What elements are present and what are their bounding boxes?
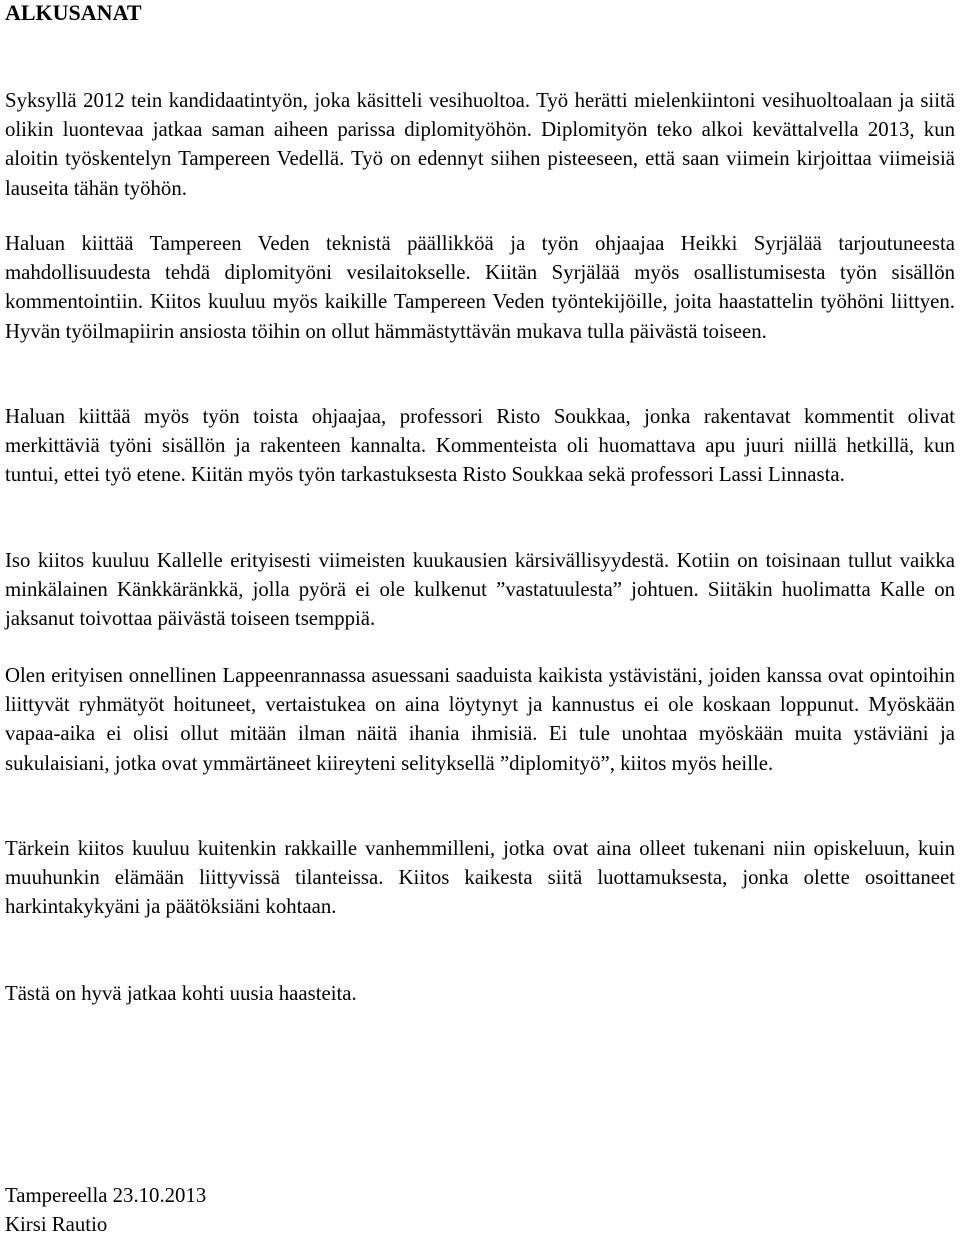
signature-place-date: Tampereella 23.10.2013 xyxy=(5,1184,207,1207)
paragraph-thanks-professor: Haluan kiittää myös työn toista ohjaajaa, professori Risto Soukkaa, jonka rakentavat kommentit olivat merkittäviä työni sisällön ja rakenteen kannalta. Kommenteista oli huomattava apu juuri niillä hetkillä, kun tuntui, ettei työ etene. Kiitän myös työn tarkastuksesta Risto Soukkaa sekä professori Lassi Linnasta. xyxy=(5,405,955,487)
paragraph-thanks-friends: Olen erityisen onnellinen Lappeenrannassa asuessani saaduista kaikista ystävistäni, joiden kanssa ovat opintoihin liittyvät ryhmätyöt hoituneet, vertaistukea on aina löytynyt ja kannustus ei ole koskaan loppunut. Myöskään vapaa-aika ei olisi ollut mitään ilman näitä ihania ihmisiä. Ei tule unohtaa myöskään muita ystäviäni ja sukulaisiani, jotka ovat ymmärtäneet kiireyteni selityksellä ”diplomityö”, kiitos myös heille. xyxy=(5,664,955,775)
paragraph-thanks-kalle: Iso kiitos kuuluu Kallelle erityisesti viimeisten kuukausien kärsivällisyydestä. Kotiin on toisinaan tullut vaikka minkälainen Känkkäränkkä, jolla pyörä ei ole kulkenut ”vastatuulesta” johtuen. Siitäkin huolimatta Kalle on jaksanut toivottaa päivästä toiseen tsemppiä. xyxy=(5,549,955,631)
paragraph-thanks-supervisor: Haluan kiittää Tampereen Veden teknistä päällikköä ja työn ohjaajaa Heikki Syrjälää tarjoutuneesta mahdollisuudesta tehdä diplomityöni vesilaitokselle. Kiitän Syrjälää myös osallistumisesta työn sisällön kommentointiin. Kiitos kuuluu myös kaikille Tampereen Veden työntekijöille, joita haastattelin työhöni liittyen. Hyvän työilmapiirin ansiosta töihin on ollut hämmästyttävän mukava tulla päivästä toiseen. xyxy=(5,232,955,343)
paragraph-intro: Syksyllä 2012 tein kandidaatintyön, joka käsitteli vesihuoltoa. Työ herätti mielenkiintoni vesihuoltoalaan ja siitä olikin luontevaa jatkaa saman aiheen parissa diplomityöhön. Diplomityön teko alkoi kevättalvella 2013, kun aloitin työskentelyn Tampereen Vedellä. Työ on edennyt siihen pisteeseen, että saan viimein kirjoittaa viimeisiä lauseita tähän työhön. xyxy=(5,89,955,200)
signature-name: Kirsi Rautio xyxy=(5,1213,108,1236)
paragraph-closing: Tästä on hyvä jatkaa kohti uusia haasteita. xyxy=(5,982,357,1005)
page-title: ALKUSANAT xyxy=(5,0,142,25)
paragraph-thanks-parents: Tärkein kiitos kuuluu kuitenkin rakkaille vanhemmilleni, jotka ovat aina olleet tukenani niin opiskeluun, kuin muuhunkin elämään liittyvissä tilanteissa. Kiitos kaikesta siitä luottamuksesta, jonka olette osoittaneet harkintakykyäni ja päätöksiäni kohtaan. xyxy=(5,837,955,919)
